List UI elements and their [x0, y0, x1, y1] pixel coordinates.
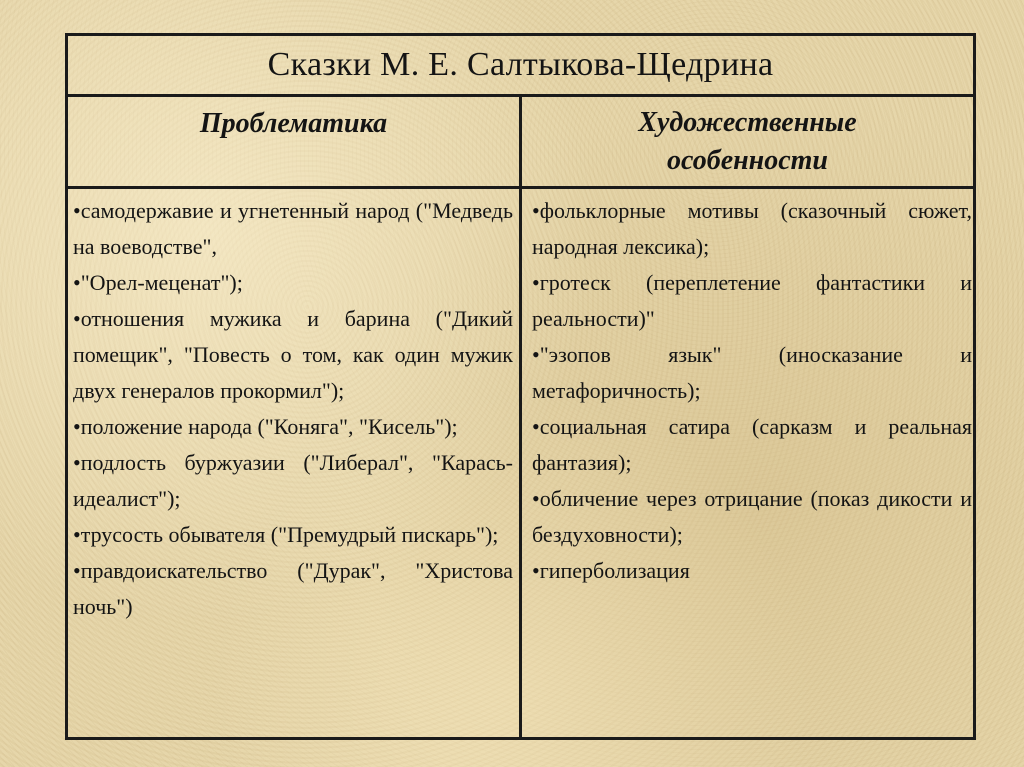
- header-features-line2: особенности: [667, 144, 828, 176]
- header-features: [522, 97, 973, 186]
- problem-item: •трусость обывателя ("Премудрый пискарь");: [73, 522, 499, 547]
- problem-item: •положение народа ("Коняга", "Кисель");: [73, 414, 458, 439]
- column-divider: [519, 97, 522, 740]
- feature-item: •фольклорные мотивы (сказочный сюжет, народная лексика);: [532, 198, 972, 259]
- problem-item: •отношения мужика и барина ("Дикий помещик", "Повесть о том, как один мужик двух генералов прокормил");: [73, 306, 513, 403]
- feature-item: •обличение через отрицание (показ дикости и бездуховности);: [532, 486, 972, 547]
- problems-cell: [73, 189, 513, 625]
- feature-item: •социальная сатира (сарказм и реальная фантазия);: [532, 414, 972, 475]
- header-problems: [68, 97, 519, 186]
- features-cell: [532, 189, 972, 589]
- problem-item: •подлость буржуазии ("Либерал", "Карась-идеалист");: [73, 450, 513, 511]
- title-row: [68, 36, 973, 97]
- problem-item: •правдоискательство ("Дурак", "Христова ночь"): [73, 558, 513, 619]
- problem-item: •"Орел-меценат");: [73, 270, 243, 295]
- comparison-table: [65, 33, 976, 740]
- feature-item: •гиперболизация: [532, 558, 690, 583]
- header-features-line1: Художественные: [638, 106, 857, 138]
- feature-item: •гротеск (переплетение фантастики и реальности)": [532, 270, 972, 331]
- table-title: Сказки М. Е. Салтыкова-Щедрина: [267, 46, 774, 83]
- feature-item: •"эзопов язык" (иносказание и метафоричность);: [532, 342, 972, 403]
- header-problems-label: Проблематика: [199, 108, 388, 139]
- header-features-label: [638, 104, 856, 180]
- problem-item: •самодержавие и угнетенный народ ("Медведь на воеводстве",: [73, 198, 513, 259]
